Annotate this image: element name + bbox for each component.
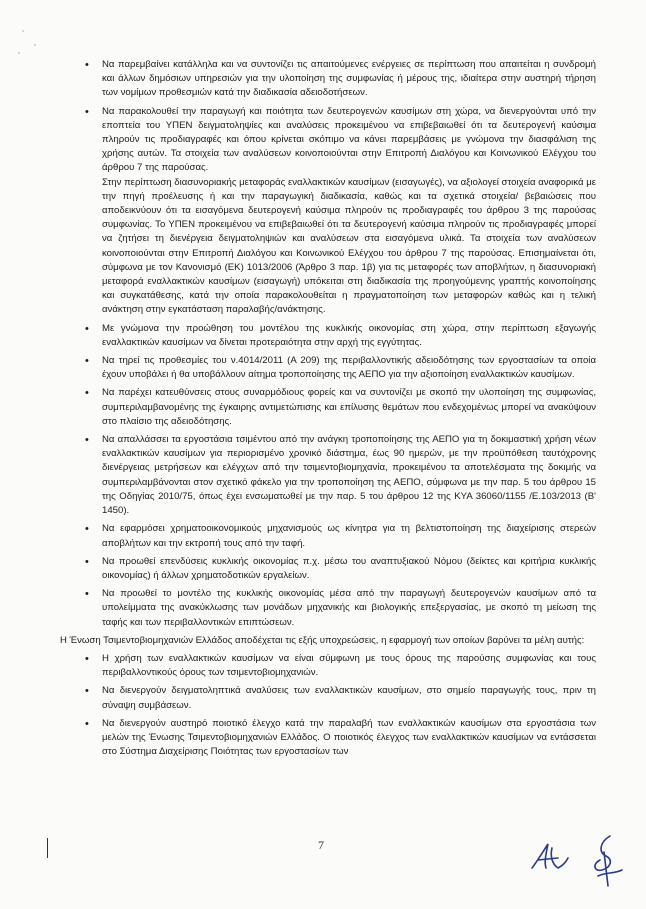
margin-mark	[47, 838, 48, 858]
signature-initials-2	[580, 832, 630, 888]
list-item: • Να παρεμβαίνει κατάλληλα και να συντονίζει τις απαιτούμενες ενέργειες σε περίπτωση που απαιτείται η συνδρομή και άλλων δημόσιων υπηρεσιών για την υλοποίηση της συμφωνίας ή μέρους της, ιδιαίτερα στην αυστηρή τήρηση των νομίμων προθεσμιών κατά την διαδικασία αδειοδοτήσεων.	[80, 58, 596, 101]
list-item: • Να παρέχει κατευθύνσεις στους συναρμόδιους φορείς και να συντονίζει με σκοπό την υλοποίηση της συμφωνίας, συμπεριλαμβανομένης της έγκαιρης αντιμετώπισης και επίλυσης θεμάτων που ενδεχομένως μπορεί να ανακύψουν στο πλαίσιο της αδειοδότησης.	[80, 386, 596, 429]
bullet-list-ministry	[80, 58, 596, 176]
scan-speck	[22, 30, 24, 32]
list-item: • Να προωθεί το μοντέλο της κυκλικής οικονομίας μέσα από την παραγωγή δευτερογενών καυσίμων από τα υπολείμματα της ανακύκλωσης των μονάδων μηχανικής και βιολογικής επεξεργασίας, με σκοπό τη μείωση της ταφής και των περιβαλλοντικών επιπτώσεων.	[80, 587, 596, 630]
list-item: • Να προωθεί επενδύσεις κυκλικής οικονομίας π.χ. μέσω του αναπτυξιακού Νόμου (δείκτες και κριτήρια κυκλικής οικονομίας) ή άλλων χρηματοδοτικών εργαλείων.	[80, 555, 596, 583]
page-number: 7	[318, 838, 324, 852]
list-item-continuation: Στην περίπτωση διασυνοριακής μεταφοράς εναλλακτικών καυσίμων (εισαγωγές), να αξιολογεί στοιχεία αναφορικά με την πηγή προέλευσης ή και την παραγωγική διαδικασία, καθώς και τα σχετικά στοιχεία/ βεβαιώσεις που αποδεικνύουν ότι τα εισαγόμενα δευτερογενή καύσιμα πληρούν τις προδιαγραφές του άρθρου 3 της παρούσας συμφωνίας. Το ΥΠΕΝ προκειμένου να επιβεβαιωθεί ότι τα δευτερογενή καύσιμα πληρούν τις προδιαγραφές μπορεί να ζητήσει τη διενέργεια δειγματοληψιών και αναλύσεων στα εισαγόμενα υλικά. Τα στοιχεία των αναλύσεων κοινοποιούνται στην Επιτροπή Διαλόγου και Κοινωνικού Ελέγχου του άρθρου 7 της παρούσας. Επισημαίνεται ότι, σύμφωνα με τον Κανονισμό (ΕΚ) 1013/2006 (Άρθρο 3 παρ. 1β) για τις μεταφορές των αποβλήτων, η διασυνοριακή μεταφορά εναλλακτικών καυσίμων (εισαγωγή) υπόκειται στη διαδικασία της προηγούμενης γραπτής κοινοποίησης και συγκατάθεσης, κατά την οποία παρακολουθείται η πραγματοποίηση των μεταφορών καθώς και η τελική ανάκτηση στην εγκατάσταση παραλαβής/ανάκτησης.	[102, 176, 596, 316]
list-item: • Η χρήση των εναλλακτικών καυσίμων να είναι σύμφωνη με τους όρους της παρούσης συμφωνίας και τους περιβαλλοντικούς όρους των τσιμεντοβιομηχανιών.	[80, 652, 596, 680]
list-item: • Να εφαρμόσει χρηματοοικονομικούς μηχανισμούς ως κίνητρα για τη βελτιστοποίηση της διαχείρισης στερεών αποβλήτων και την εκτροπή τους από την ταφή.	[80, 522, 596, 550]
scan-speck	[34, 44, 36, 46]
section-intro: Η Ένωση Τσιμεντοβιομηχανιών Ελλάδος αποδέχεται τις εξής υποχρεώσεις, η εφαρμογή των οποίων βαρύνει τα μέλη αυτής:	[60, 634, 585, 646]
list-item: • Να απαλλάσσει τα εργοστάσια τσιμέντου από την ανάγκη τροποποίησης της ΑΕΠΟ για τη δοκιμαστική χρήση νέων εναλλακτικών καυσίμων για περιορισμένο χρονικό διάστημα, έως 90 ημερών, με την προϋπόθεση ταυτόχρονης διενέργειας μετρήσεων και ελέγχων από την τσιμεντοβιομηχανία, προκειμένου τα αποτελέσματα της δοκιμής να συμπεριλαμβάνονται στον σχετικό φάκελο για την τροποποίηση της ΑΕΠΟ, σύμφωνα με την παρ. 5 του άρθρου 15 της Οδηγίας 2010/75, όπως έχει ενσωματωθεί με την παρ. 5 του άρθρου 12 της ΚΥΑ 36060/1155 /Ε.103/2013 (Β' 1450).	[80, 433, 596, 518]
scan-speck	[18, 52, 20, 54]
list-item: • Να διενεργούν δειγματοληπτικά αναλύσεις των εναλλακτικών καυσίμων, στο σημείο παραγωγής τους, πριν τη σύναψη συμβάσεων.	[80, 684, 596, 712]
list-item: • Να τηρεί τις προθεσμίες του ν.4014/2011 (Α 209) της περιβαλλοντικής αδειοδότησης των εργοστασίων τα οποία έχουν υποβάλει ή θα υποβάλλουν αίτημα τροποποίησης της ΑΕΠΟ για την αξιοποίηση εναλλακτικών καυσίμων.	[80, 354, 596, 382]
list-item: • Με γνώμονα την προώθηση του μοντέλου της κυκλικής οικονομίας στη χώρα, στην περίπτωση εξαγωγής εναλλακτικών καυσίμων να δίνεται προτεραιότητα στην αρχή της εγγύτητας.	[80, 322, 596, 350]
bullet-list-ministry-2	[80, 322, 596, 630]
list-item: • Να παρακολουθεί την παραγωγή και ποιότητα των δευτερογενών καυσίμων στη χώρα, να διενεργούνται υπό την εποπτεία του ΥΠΕΝ δειγματοληψίες και αναλύσεις προκειμένου να επιβεβαιωθεί ότι τα δευτερογενή καύσιμα πληρούν τις προδιαγραφές και όπου κρίνεται σκόπιμο να κάνει παρεμβάσεις με γνώμονα την διασφάλιση της χρήσης αυτών. Τα στοιχεία των αναλύσεων κοινοποιούνται στην Επιτροπή Διαλόγου και Κοινωνικού Ελέγχου του άρθρου 7 της παρούσας.	[80, 105, 596, 176]
page-body	[60, 58, 596, 763]
bullet-list-association	[80, 652, 596, 759]
signature-initials-1	[528, 838, 572, 874]
list-item: • Να διενεργούν αυστηρό ποιοτικό έλεγχο κατά την παραλαβή των εναλλακτικών καυσίμων στα εργοστάσια των μελών της Ένωσης Τσιμεντοβιομηχανιών Ελλάδος. Ο ποιοτικός έλεγχος των εναλλακτικών καυσίμων να εντάσσεται στο Σύστημα Διαχείρισης Ποιότητας των εργοστασίων των	[80, 717, 596, 760]
